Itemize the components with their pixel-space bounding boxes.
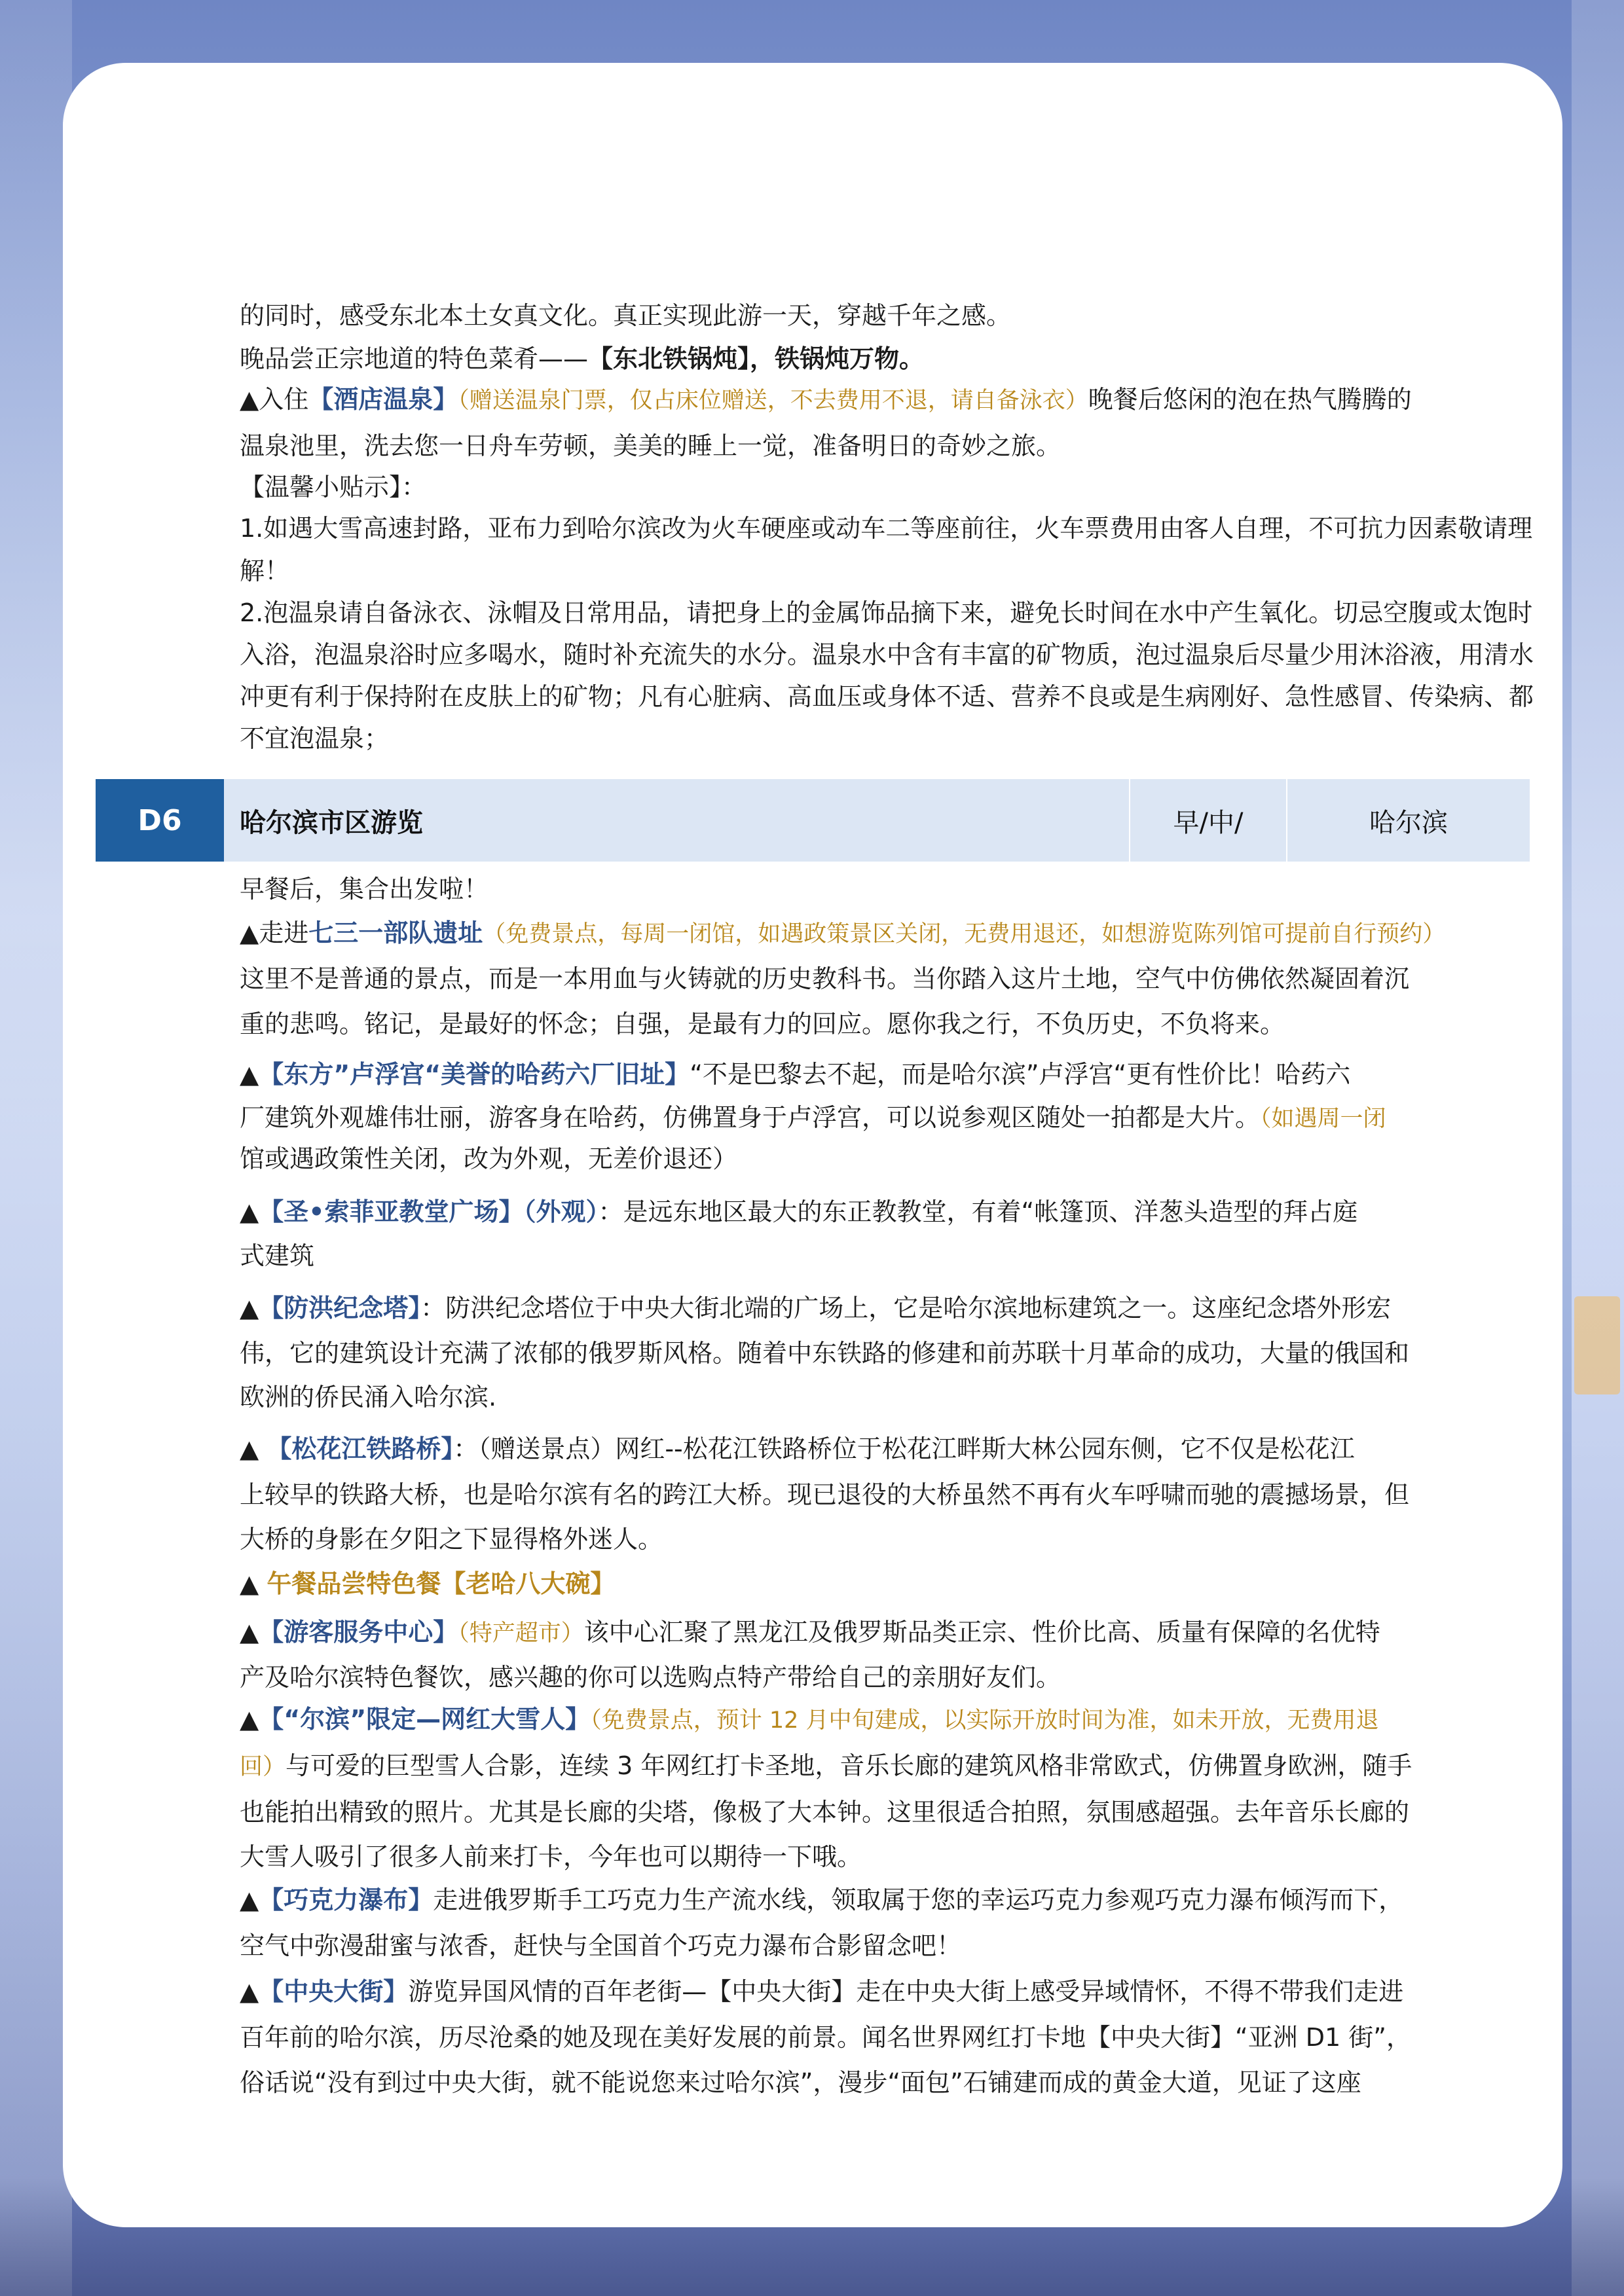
text-line: 产及哈尔滨特色餐饮，感兴趣的你可以选购点特产带给自己的亲朋好友们。 <box>240 1663 1061 1692</box>
attraction-visitor-center: ▲【游客服务中心】（特产超市）该中心汇聚了黑龙江及俄罗斯品类正宗、性价比高、质量有保障的名优特 <box>240 1618 1380 1647</box>
tip-line: 2.泡温泉请自备泳衣、泳帽及日常用品，请把身上的金属饰品摘下来，避免长时间在水中产生氧化。切忌空腹或太饱时 <box>240 598 1533 627</box>
day-header-row <box>96 779 1530 862</box>
tip-line: 解！ <box>240 556 290 585</box>
attraction-railway-bridge: ▲ 【松花江铁路桥】：（赠送景点）网红--松花江铁路桥位于松花江畔斯大林公园东侧，它不仅是松花江 <box>240 1434 1355 1463</box>
day-meals: 早/中/ <box>1130 779 1287 862</box>
tip-line: 冲更有利于保持附在皮肤上的矿物；凡有心脏病、高血压或身体不适、营养不良或是生病刚好、急性感冒、传染病、都 <box>240 682 1534 711</box>
attraction-snowman: ▲【“尔滨”限定—网红大雪人】（免费景点，预计 12 月中旬建成，以实际开放时间为准，如未开放，无费用退 <box>240 1705 1379 1734</box>
snow-scene-right <box>1572 0 1624 2296</box>
hotel-line: ▲入住【酒店温泉】（赠送温泉门票，仅占床位赠送，不去费用不退，请自备泳衣）晚餐后悠闲的泡在热气腾腾的 <box>240 385 1412 414</box>
tip-line: 入浴，泡温泉浴时应多喝水，随时补充流失的水分。温泉水中含有丰富的矿物质，泡过温泉后尽量少用沐浴液，用清水 <box>240 640 1534 669</box>
lunch-line: ▲ 午餐品尝特色餐【老哈八大碗】 <box>240 1569 616 1598</box>
text-line: 重的悲鸣。铭记，是最好的怀念；自强，是最有力的回应。愿你我之行，不负历史，不负将来。 <box>240 1010 1285 1038</box>
cabin-window-glow <box>1574 1296 1620 1394</box>
text-line: 温泉池里，洗去您一日舟车劳顿，美美的睡上一觉，准备明日的奇妙之旅。 <box>240 431 1061 460</box>
text-line: 大桥的身影在夕阳之下显得格外迷人。 <box>240 1525 663 1554</box>
text-line: 俗话说“没有到过中央大街，就不能说您来过哈尔滨”，漫步“面包”石铺建而成的黄金大道，见证了这座 <box>240 2068 1361 2097</box>
attraction-731: ▲走进七三一部队遗址（免费景点，每周一闭馆，如遇政策景区关闭，无费用退还，如想游览陈列馆可提前自行预约） <box>240 919 1446 947</box>
text-line: 这里不是普通的景点，而是一本用血与火铸就的历史教科书。当你踏入这片土地，空气中仿佛依然凝固着沉 <box>240 964 1410 993</box>
attraction-central-street: ▲【中央大街】游览异国风情的百年老街—【中央大街】走在中央大街上感受异域情怀，不得不带我们走进 <box>240 1977 1404 2006</box>
tip-title: 【温馨小贴示】： <box>240 473 427 501</box>
text-line: 馆或遇政策性关闭，改为外观，无差价退还） <box>240 1144 738 1173</box>
text-line: 空气中弥漫甜蜜与浓香，赶快与全国首个巧克力瀑布合影留念吧！ <box>240 1931 962 1960</box>
dinner-line: 晚品尝正宗地道的特色菜肴——【东北铁锅炖】，铁锅炖万物。 <box>240 344 925 373</box>
text-line: 欧洲的侨民涌入哈尔滨. <box>240 1383 497 1412</box>
text-line: 上较早的铁路大桥，也是哈尔滨有名的跨江大桥。现已退役的大桥虽然不再有火车呼啸而驰的震撼场景，但 <box>240 1480 1410 1509</box>
day-title: 哈尔滨市区游览 <box>224 779 1130 862</box>
tip-line: 1.如遇大雪高速封路，亚布力到哈尔滨改为火车硬座或动车二等座前往，火车票费用由客人自理，不可抗力因素敬请理 <box>240 514 1533 543</box>
day-badge: D6 <box>96 779 224 862</box>
itinerary-card <box>63 63 1562 2227</box>
text-line: 式建筑 <box>240 1241 315 1270</box>
text-line: 也能拍出精致的照片。尤其是长廊的尖塔，像极了大本钟。这里很适合拍照，氛围感超强。去年音乐长廊的 <box>240 1798 1410 1827</box>
attraction-flood-tower: ▲【防洪纪念塔】：防洪纪念塔位于中央大街北端的广场上，它是哈尔滨地标建筑之一。这座纪念塔外形宏 <box>240 1294 1392 1322</box>
text-line: 伟，它的建筑设计充满了浓郁的俄罗斯风格。随着中东铁路的修建和前苏联十月革命的成功，大量的俄国和 <box>240 1339 1410 1368</box>
attraction-pharma-factory: ▲【东方”卢浮宫“美誉的哈药六厂旧址】“不是巴黎去不起，而是哈尔滨”卢浮宫“更有性价比！哈药六 <box>240 1060 1351 1089</box>
text-line: 回）与可爱的巨型雪人合影，连续 3 年网红打卡圣地，音乐长廊的建筑风格非常欧式，仿佛置身欧洲，随手 <box>240 1751 1412 1780</box>
text-line: 百年前的哈尔滨，历尽沧桑的她及现在美好发展的前景。闻名世界网红打卡地【中央大街】“亚洲 D1 街”， <box>240 2023 1411 2052</box>
snow-scene-left <box>0 0 72 2296</box>
text-line: 厂建筑外观雄伟壮丽，游客身在哈药，仿佛置身于卢浮宫，可以说参观区随处一拍都是大片。（如遇周一闭 <box>240 1103 1386 1132</box>
tip-line: 不宜泡温泉； <box>240 724 390 753</box>
attraction-chocolate-waterfall: ▲【巧克力瀑布】走进俄罗斯手工巧克力生产流水线，领取属于您的幸运巧克力参观巧克力瀑布倾泻而下， <box>240 1886 1404 1914</box>
attraction-sophia-church: ▲【圣•索菲亚教堂广场】（外观）：是远东地区最大的东正教教堂，有着“帐篷顶、洋葱头造型的拜占庭 <box>240 1197 1358 1226</box>
day-place: 哈尔滨 <box>1369 807 1448 838</box>
text-line: 大雪人吸引了很多人前来打卡，今年也可以期待一下哦。 <box>240 1842 862 1871</box>
text-line: 早餐后，集合出发啦！ <box>240 875 489 903</box>
text-line: 的同时，感受东北本土女真文化。真正实现此游一天，穿越千年之感。 <box>240 301 1012 330</box>
